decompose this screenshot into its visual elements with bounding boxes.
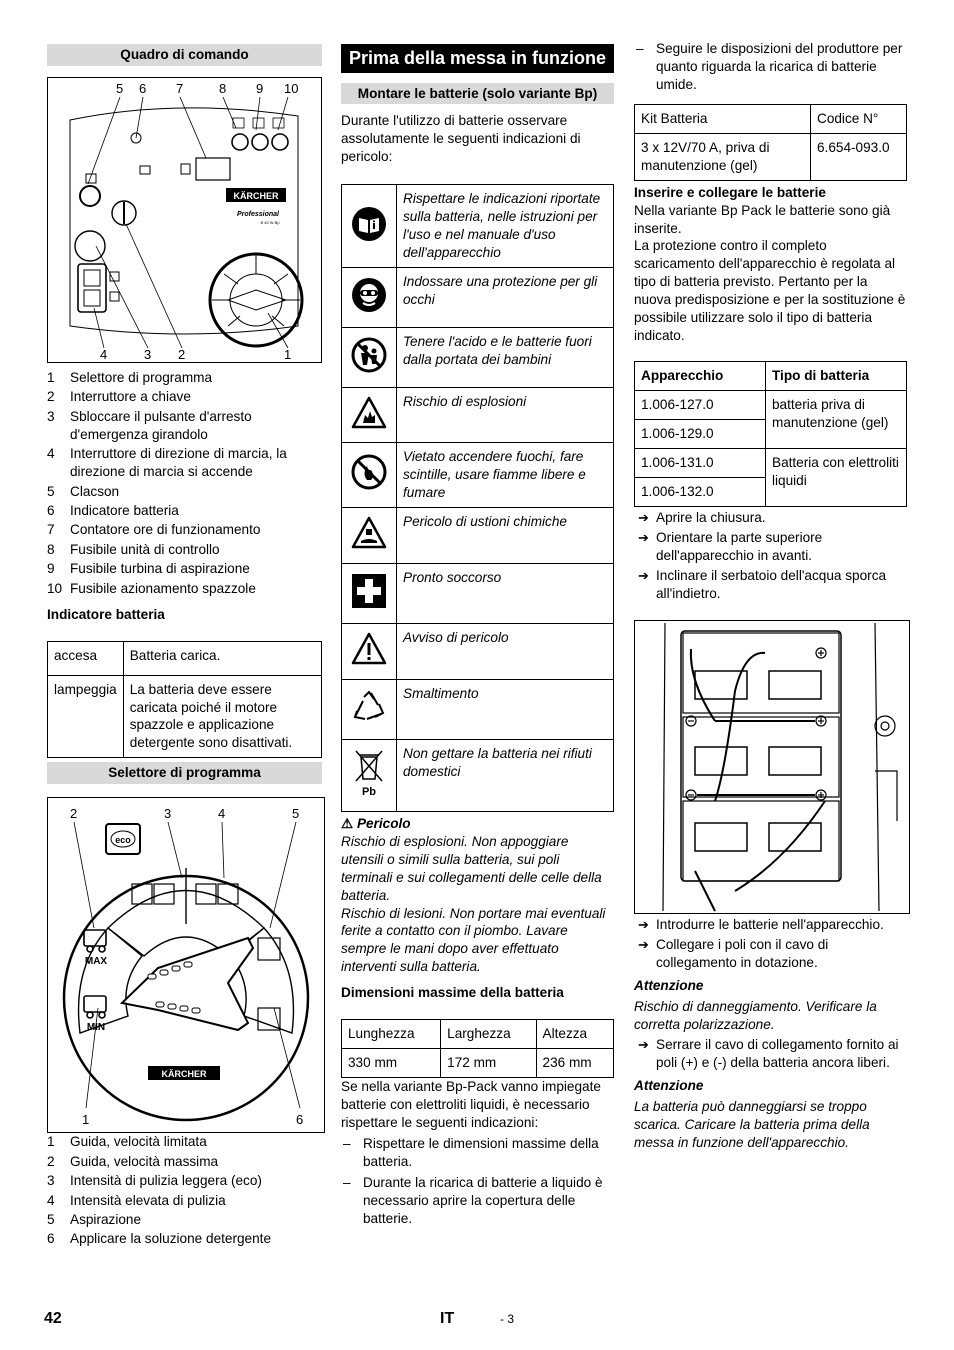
callout-6: 6	[296, 1112, 304, 1128]
table-cell: Pericolo di ustioni chimiche	[397, 507, 614, 563]
table-row	[342, 1049, 614, 1078]
column-2	[341, 44, 614, 1231]
table-row	[342, 185, 614, 268]
table-cell: accesa	[48, 641, 124, 675]
warning-icon	[351, 632, 387, 666]
table-row	[342, 268, 614, 328]
callout-1: 1	[82, 1112, 90, 1128]
table-cell	[342, 185, 397, 268]
table-cell: 1.006-131.0	[635, 448, 766, 477]
hour-counter	[196, 158, 230, 180]
attention-text-2: La batteria può danneggiarsi se troppo scarica. Caricare la batteria prima della messa in funzione dell'apparecchio.	[634, 1098, 870, 1150]
control-panel-legend	[47, 369, 322, 598]
control-panel-figure	[47, 77, 322, 363]
table-header: Kit Batteria	[635, 104, 811, 133]
list-item: 1 Guida, velocità limitata	[47, 1134, 207, 1150]
list-item: 10 Fusibile azionamento spazzole	[47, 580, 256, 596]
table-cell	[342, 443, 397, 508]
emergency-stop-button	[75, 231, 105, 261]
arrow-icon: ➔	[638, 1037, 649, 1053]
table-cell: Smaltimento	[397, 679, 614, 739]
table-row	[635, 391, 907, 420]
panel-brand-logo: KÄRCHER	[233, 190, 279, 201]
table-row	[342, 328, 614, 388]
page-number: 42	[44, 1310, 62, 1327]
program-selector-legend	[47, 1133, 322, 1248]
sub-page-number: - 3	[500, 1312, 515, 1326]
table-row	[48, 675, 322, 758]
callout-10: 10	[284, 80, 299, 96]
table-cell	[342, 507, 397, 563]
battery-indicator-heading: Indicatore batteria	[47, 606, 165, 622]
table-header: Larghezza	[441, 1020, 536, 1049]
column-3	[634, 40, 907, 1152]
table-cell: Rispettare le indicazioni riportate sulla batteria, nelle istruzioni per l'uso e nel manuale d'uso dell'apparecchio	[397, 185, 614, 268]
table-cell: 1.006-129.0	[635, 419, 766, 448]
list-item: – Seguire le disposizioni del produttore per quanto riguarda la ricarica di batterie umide.	[636, 41, 903, 92]
arrow-icon: ➔	[638, 529, 649, 545]
panel-model-sub: B 40 W Bp	[260, 219, 280, 225]
table-cell: 1.006-127.0	[635, 391, 766, 420]
table-row	[635, 362, 907, 391]
selector-brand-logo: KÄRCHER	[161, 1069, 207, 1080]
list-item: 3 Intensità di pulizia leggera (eco)	[47, 1173, 262, 1189]
callout-4: 4	[218, 806, 226, 822]
goggles-icon	[351, 277, 387, 313]
callout-3: 3	[144, 346, 152, 362]
table-cell: Vietato accendere fuochi, fare scintille, usare fiamme libere e fumare	[397, 443, 614, 508]
list-item: 8 Fusibile unità di controllo	[47, 541, 220, 557]
table-header: Lunghezza	[342, 1020, 441, 1049]
table-cell	[342, 388, 397, 443]
callout-8: 8	[219, 80, 227, 96]
callout-3: 3	[164, 806, 172, 822]
table-row	[342, 739, 614, 811]
arrow-icon: ➔	[638, 509, 649, 525]
table-cell: Non gettare la batteria nei rifiuti domestici	[397, 739, 614, 811]
section-heading-install-batteries: Montare le batterie (solo variante Bp)	[341, 83, 614, 105]
table-cell: 3 x 12V/70 A, priva di manutenzione (gel)	[635, 133, 811, 180]
first-aid-icon	[351, 573, 387, 609]
table-cell	[342, 739, 397, 811]
table-row	[342, 507, 614, 563]
table-cell: lampeggia	[48, 675, 124, 758]
program-selector-knob	[210, 254, 302, 346]
table-cell: 172 mm	[441, 1049, 536, 1078]
table-row	[342, 443, 614, 508]
callout-7: 7	[176, 80, 184, 96]
insert-text-1: Nella variante Bp Pack le batterie sono già inserite.	[634, 202, 891, 236]
list-item: – Durante la ricarica di batterie a liquido è necessario aprire la copertura delle batterie.	[343, 1174, 603, 1226]
dimensions-table	[341, 1019, 614, 1078]
table-header: Codice N°	[811, 104, 907, 133]
list-item: ➔ Inclinare il serbatoio dell'acqua sporca all'indietro.	[638, 567, 887, 601]
insert-batteries-heading: Inserire e collegare le batterie	[634, 184, 826, 200]
table-cell: 236 mm	[536, 1049, 613, 1078]
control-panel-drawing	[48, 78, 321, 362]
arrow-icon: ➔	[638, 937, 649, 953]
list-item: ➔ Orientare la parte superiore dell'apparecchio in avanti.	[638, 529, 823, 563]
list-item: 6 Indicatore batteria	[47, 503, 179, 518]
callout-6: 6	[139, 80, 147, 96]
table-row	[342, 388, 614, 443]
list-item: ➔ Aprire la chiusura.	[638, 509, 766, 525]
table-header: Altezza	[536, 1020, 613, 1049]
program-selector-drawing	[48, 798, 324, 1132]
dimensions-heading: Dimensioni massime della batteria	[341, 985, 564, 1001]
callout-4: 4	[100, 346, 108, 362]
table-row	[635, 133, 907, 180]
table-cell	[342, 563, 397, 623]
danger-title: ⚠ Pericolo	[341, 815, 411, 831]
list-item: 2 Guida, velocità massima	[47, 1153, 219, 1169]
table-cell: Indossare una protezione per gli occhi	[397, 268, 614, 328]
callout-5: 5	[116, 80, 124, 96]
table-cell	[342, 268, 397, 328]
horn-button	[80, 186, 100, 206]
table-row	[48, 641, 322, 675]
section-heading-control-panel: Quadro di comando	[47, 44, 322, 66]
section-heading-program-selector: Selettore di programma	[47, 762, 322, 784]
table-cell: Rischio di esplosioni	[397, 388, 614, 443]
table-cell: Batteria con elettroliti liquidi	[766, 448, 907, 506]
battery-installation-drawing	[635, 621, 909, 913]
list-item: 3 Sbloccare il pulsante d'arresto d'emergenza girandolo	[47, 408, 252, 442]
table-cell: 6.654-093.0	[811, 133, 907, 180]
language-code: IT	[440, 1310, 455, 1327]
list-item: 4 Interruttore di direzione di marcia, la direzione di marcia si accende	[47, 446, 287, 480]
no-children-icon	[351, 337, 387, 373]
table-cell: 330 mm	[342, 1049, 441, 1078]
table-cell: Batteria carica.	[123, 641, 321, 675]
table-cell: 1.006-132.0	[635, 477, 766, 506]
panel-model-label: Professional	[236, 210, 280, 218]
table-cell	[342, 679, 397, 739]
attention-title-1: Attenzione	[634, 978, 704, 994]
eco-label: eco	[115, 835, 131, 846]
no-bin-icon	[351, 747, 387, 799]
danger-text-1: Rischio di esplosioni. Non appoggiare utensili o simili sulla batteria, sui poli terminali e sui collegamenti delle celle della batteria.	[341, 833, 602, 903]
list-item: 5 Clacson	[47, 483, 120, 499]
list-item: 7 Contatore ore di funzionamento	[47, 522, 261, 538]
table-cell: batteria priva di manutenzione (gel)	[766, 391, 907, 449]
list-item: ➔ Introdurre le batterie nell'apparecchio.	[638, 917, 884, 933]
selector-knob	[122, 938, 253, 1030]
list-item: 4 Intensità elevata di pulizia	[47, 1192, 226, 1208]
table-row	[342, 563, 614, 623]
list-item: 1 Selettore di programma	[47, 369, 213, 385]
table-cell: La batteria deve essere caricata poiché il motore spazzole e applicazione detergente sono disattivati.	[123, 675, 321, 758]
callout-9: 9	[256, 80, 264, 96]
table-cell	[342, 623, 397, 679]
callout-2: 2	[70, 806, 78, 822]
table-header: Apparecchio	[635, 362, 766, 391]
recycle-icon	[351, 689, 387, 725]
battery-kit-table	[634, 104, 907, 181]
explosion-icon	[351, 396, 387, 430]
intro-text: Durante l'utilizzo di batterie osservare assolutamente le seguenti indicazioni di pericolo:	[341, 113, 581, 165]
table-cell: Tenere l'acido e le batterie fuori dalla portata dei bambini	[397, 328, 614, 388]
attention-title-2: Attenzione	[634, 1077, 704, 1093]
callout-2: 2	[178, 346, 186, 362]
table-row	[342, 1020, 614, 1049]
table-row	[342, 623, 614, 679]
insert-text-2: La protezione contro il completo scaricamento dell'apparecchio è regolata al tipo di batteria previsto. Pertanto per la nuova predisposizione e per la sostituzione è possibile utilizzare solo il tipo di batteria indicato.	[634, 238, 906, 344]
list-item: 9 Fusibile turbina di aspirazione	[47, 561, 250, 577]
arrow-icon: ➔	[638, 567, 649, 583]
safety-symbols-table	[341, 184, 614, 812]
program-selector-figure	[47, 797, 325, 1133]
pb-label: Pb	[361, 785, 377, 798]
battery-indicator-table	[47, 641, 322, 759]
danger-block	[341, 815, 614, 976]
arrow-icon: ➔	[638, 917, 649, 933]
manual-icon	[351, 206, 387, 242]
list-item: – Rispettare le dimensioni massime della batteria.	[343, 1135, 599, 1169]
list-item: 6 Applicare la soluzione detergente	[47, 1231, 272, 1247]
callout-1: 1	[284, 346, 292, 362]
table-row	[635, 104, 907, 133]
battery-installation-figure	[634, 620, 910, 914]
wet-battery-intro: Se nella variante Bp-Pack vanno impiegate batterie con elettroliti liquidi, è necessario rispettare le seguenti indicazioni:	[341, 1079, 601, 1130]
acid-burn-icon	[351, 516, 387, 550]
list-item: 5 Aspirazione	[47, 1212, 142, 1227]
device-battery-table	[634, 361, 907, 507]
direction-switch	[78, 264, 106, 312]
min-label: MIN	[86, 1022, 106, 1034]
list-item: ➔ Collegare i poli con il cavo di collegamento in dotazione.	[638, 937, 829, 971]
table-header: Tipo di batteria	[766, 362, 907, 391]
chapter-title: Prima della messa in funzione	[341, 44, 614, 73]
danger-text-2: Rischio di lesioni. Non portare mai eventuali ferite a contatto con il piombo. Lavare sempre le mani dopo aver effettuato interventi sulla batteria.	[341, 905, 606, 975]
attention-text-1: Rischio di danneggiamento. Verificare la corretta polarizzazione.	[634, 999, 877, 1033]
warning-icon: ⚠	[341, 815, 354, 831]
table-cell: Avviso di pericolo	[397, 623, 614, 679]
callout-5: 5	[292, 806, 300, 822]
no-fire-icon	[351, 454, 387, 490]
list-item: ➔ Serrare il cavo di collegamento fornito ai poli (+) e (-) della batteria ancora liberi.	[638, 1037, 899, 1070]
column-1	[47, 44, 322, 1250]
list-item: 2 Interruttore a chiave	[47, 389, 191, 405]
table-row	[342, 679, 614, 739]
table-cell	[342, 328, 397, 388]
max-label: MAX	[84, 956, 108, 968]
table-row	[635, 448, 907, 477]
table-cell: Pronto soccorso	[397, 563, 614, 623]
